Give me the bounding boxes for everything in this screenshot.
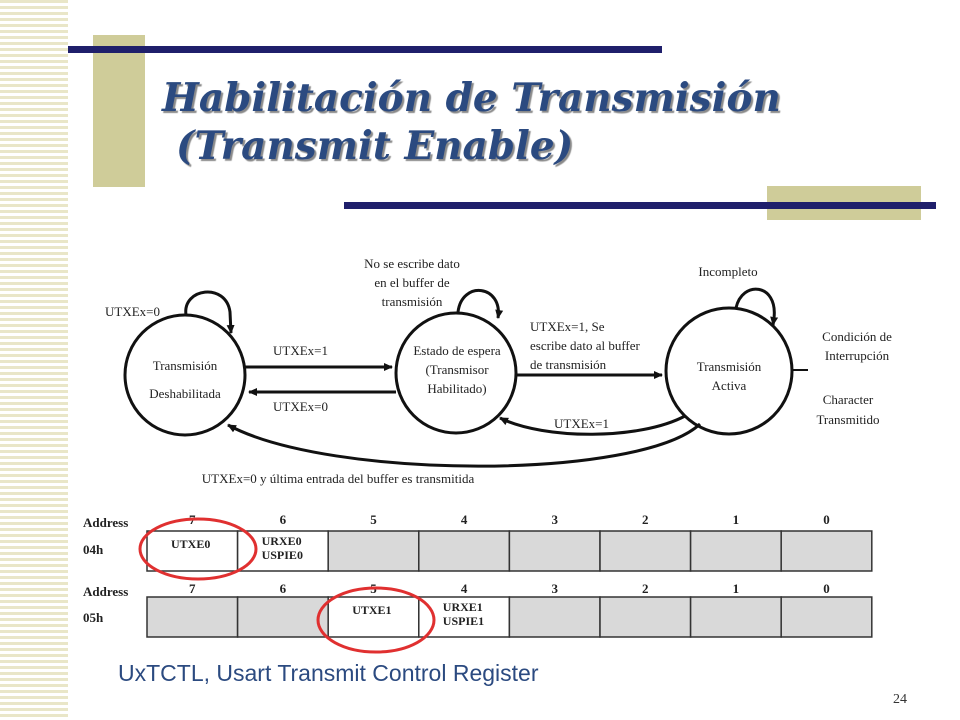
register-bit-cell [238, 597, 329, 637]
register-bit-name: USPIE0 [261, 548, 303, 562]
register-bit-number: 0 [823, 581, 830, 596]
register-bit-cell [781, 531, 872, 571]
state-disabled-label-1: Transmisión [152, 358, 218, 373]
idle-to-active-label-1: UTXEx=1, Se [530, 319, 605, 334]
idle-self-label-1: No se escribe dato [364, 256, 460, 271]
register-bit-number: 4 [460, 581, 468, 596]
state-disabled-circle [125, 315, 245, 435]
register-bit-cell [600, 531, 691, 571]
register-bit-number: 3 [551, 512, 558, 527]
register-bit-number: 7 [189, 512, 196, 527]
register-bit-number: 5 [370, 512, 377, 527]
active-to-disabled-label: UTXEx=0 y última entrada del buffer es transmitida [201, 471, 475, 486]
register-address-value: 05h [83, 610, 104, 625]
register-caption: UxTCTL, Usart Transmit Control Register [118, 660, 539, 686]
register-address-label: Address [83, 515, 129, 530]
register-bit-number: 5 [370, 581, 377, 596]
register-bit-number: 6 [279, 512, 287, 527]
register-bit-name: UTXE0 [171, 537, 211, 551]
disabled-self-label: UTXEx=0 [105, 304, 160, 319]
register-tables [83, 512, 872, 652]
register-bit-name: UTXE1 [352, 603, 392, 617]
state-active-label-2: Activa [711, 378, 747, 393]
register-bit-cell [419, 531, 510, 571]
register-bit-number: 4 [460, 512, 468, 527]
page-number: 24 [893, 692, 907, 707]
register-bit-name: URXE0 [261, 534, 302, 548]
state-disabled-label-2: Deshabilitada [149, 386, 221, 401]
idle-to-active-label-2: escribe dato al buffer [530, 338, 640, 353]
state-idle-label-2: (Transmisor [425, 362, 489, 377]
interrupt-condition-label-2: Interrupción [824, 348, 890, 363]
character-sent-label-2: Transmitido [816, 412, 880, 427]
register-bit-cell [691, 531, 782, 571]
interrupt-condition-label-1: Condición de [822, 329, 892, 344]
register-bit-number: 2 [642, 581, 649, 596]
register-bit-number: 0 [823, 512, 830, 527]
idle-self-label-3: transmisión [381, 294, 443, 309]
active-to-idle-label: UTXEx=1 [554, 416, 609, 431]
state-idle-label-1: Estado de espera [413, 343, 501, 358]
state-active-label-1: Transmisión [696, 359, 762, 374]
character-sent-label-1: Character [822, 392, 874, 407]
register-bit-cell [781, 597, 872, 637]
register-bit-number: 6 [279, 581, 287, 596]
register-bit-cell [509, 531, 600, 571]
register-bit-cell [509, 597, 600, 637]
register-bit-number: 1 [732, 512, 740, 527]
slide-title-line1: Habilitación de Transmisión [162, 75, 781, 121]
idle-self-label-2: en el buffer de [374, 275, 450, 290]
register-bit-cell [328, 531, 419, 571]
register-bit-cell [147, 597, 238, 637]
register-address-label: Address [83, 584, 129, 599]
register-bit-number: 1 [732, 581, 740, 596]
register-bit-number: 7 [189, 581, 196, 596]
disabled-to-idle-label: UTXEx=1 [273, 343, 328, 358]
register-bit-name: URXE1 [442, 600, 483, 614]
register-bit-cell [691, 597, 782, 637]
slide-title-line2: (Transmit Enable) [176, 123, 574, 169]
idle-to-active-label-3: de transmisión [530, 357, 607, 372]
register-bit-cell [600, 597, 691, 637]
idle-to-disabled-label: UTXEx=0 [273, 399, 328, 414]
register-address-value: 04h [83, 542, 104, 557]
register-bit-name: USPIE1 [442, 614, 485, 628]
active-self-label: Incompleto [698, 264, 758, 279]
register-bit-number: 3 [551, 581, 558, 596]
register-bit-number: 2 [642, 512, 649, 527]
state-idle-label-3: Habilitado) [427, 381, 487, 396]
